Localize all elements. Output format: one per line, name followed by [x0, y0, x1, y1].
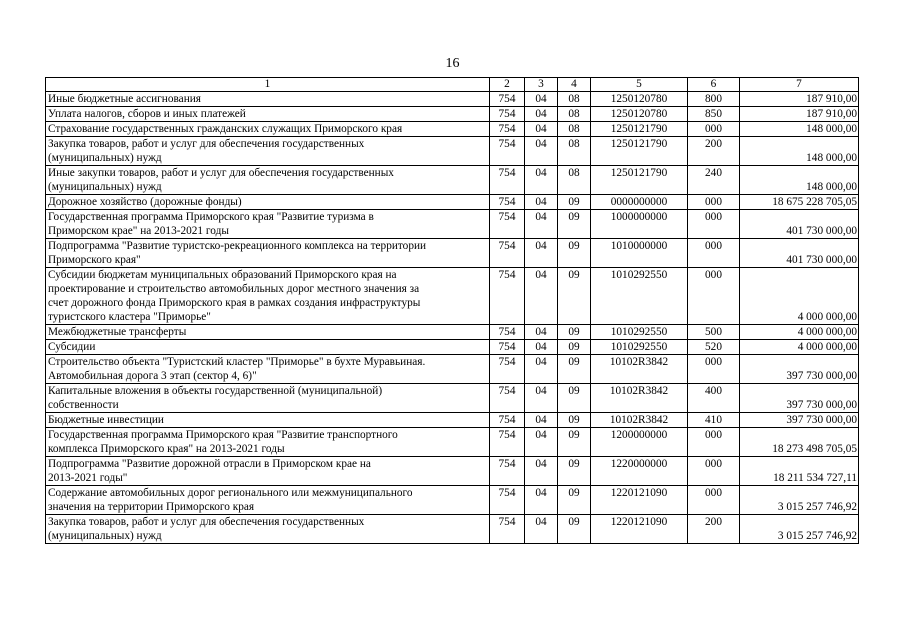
cell-expense-type-code: 000: [688, 195, 740, 210]
table-row: [46, 355, 859, 384]
cell-row-name: Строительство объекта "Туристский кластер "Приморье" в бухте Муравьиная. Автомобильная дорога 3 этап (сектор 4, 6)": [46, 355, 490, 384]
table-header-row: [46, 78, 859, 92]
cell-amount: 148 000,00: [740, 122, 859, 137]
cell-subsection-code: 09: [558, 195, 591, 210]
cell-row-name: Содержание автомобильных дорог регионального или межмуниципального значения на территории Приморского края: [46, 486, 490, 515]
cell-amount: 18 211 534 727,11: [740, 457, 859, 486]
column-header: 5: [591, 78, 688, 92]
cell-section-code: 04: [525, 195, 558, 210]
cell-amount: 187 910,00: [740, 92, 859, 107]
cell-target-article-code: 1250121790: [591, 122, 688, 137]
table-row: [46, 239, 859, 268]
cell-expense-type-code: 000: [688, 428, 740, 457]
cell-expense-type-code: 000: [688, 486, 740, 515]
cell-amount: 148 000,00: [740, 166, 859, 195]
cell-expense-type-code: 000: [688, 210, 740, 239]
table-row: [46, 166, 859, 195]
cell-admin-code: 754: [490, 515, 525, 544]
table-row: [46, 210, 859, 239]
cell-target-article-code: 1010292550: [591, 268, 688, 325]
cell-amount: 187 910,00: [740, 107, 859, 122]
table-row: [46, 92, 859, 107]
cell-section-code: 04: [525, 92, 558, 107]
cell-target-article-code: 1250121790: [591, 166, 688, 195]
cell-section-code: 04: [525, 137, 558, 166]
cell-section-code: 04: [525, 122, 558, 137]
table-row: [46, 122, 859, 137]
cell-subsection-code: 09: [558, 325, 591, 340]
cell-section-code: 04: [525, 355, 558, 384]
cell-section-code: 04: [525, 515, 558, 544]
table-row: [46, 413, 859, 428]
cell-section-code: 04: [525, 210, 558, 239]
cell-target-article-code: 1220000000: [591, 457, 688, 486]
page-number: 16: [445, 56, 460, 71]
cell-target-article-code: 10102R3842: [591, 413, 688, 428]
cell-section-code: 04: [525, 239, 558, 268]
cell-expense-type-code: 000: [688, 355, 740, 384]
cell-admin-code: 754: [490, 268, 525, 325]
cell-subsection-code: 08: [558, 137, 591, 166]
cell-section-code: 04: [525, 457, 558, 486]
cell-subsection-code: 09: [558, 268, 591, 325]
cell-amount: 397 730 000,00: [740, 413, 859, 428]
cell-admin-code: 754: [490, 195, 525, 210]
cell-expense-type-code: 000: [688, 239, 740, 268]
cell-expense-type-code: 200: [688, 137, 740, 166]
cell-target-article-code: 1250120780: [591, 92, 688, 107]
cell-row-name: Бюджетные инвестиции: [46, 413, 490, 428]
cell-admin-code: 754: [490, 325, 525, 340]
cell-target-article-code: 1250121790: [591, 137, 688, 166]
cell-subsection-code: 08: [558, 166, 591, 195]
cell-target-article-code: 1010292550: [591, 325, 688, 340]
cell-section-code: 04: [525, 340, 558, 355]
cell-admin-code: 754: [490, 457, 525, 486]
cell-target-article-code: 10102R3842: [591, 355, 688, 384]
cell-expense-type-code: 500: [688, 325, 740, 340]
cell-target-article-code: 1200000000: [591, 428, 688, 457]
table-row: [46, 195, 859, 210]
cell-admin-code: 754: [490, 122, 525, 137]
cell-admin-code: 754: [490, 210, 525, 239]
cell-admin-code: 754: [490, 428, 525, 457]
cell-amount: 18 675 228 705,05: [740, 195, 859, 210]
budget-table: [45, 77, 859, 544]
cell-subsection-code: 09: [558, 340, 591, 355]
table-row: [46, 107, 859, 122]
cell-expense-type-code: 000: [688, 268, 740, 325]
cell-row-name: Иные бюджетные ассигнования: [46, 92, 490, 107]
cell-admin-code: 754: [490, 92, 525, 107]
table-row: [46, 515, 859, 544]
cell-admin-code: 754: [490, 486, 525, 515]
cell-admin-code: 754: [490, 137, 525, 166]
cell-row-name: Субсидии бюджетам муниципальных образований Приморского края на проектирование и строительство автомобильных дорог местного значения за счет дорожного фонда Приморского края в рамках создания инфраструктуры туристского кластера "Приморье": [46, 268, 490, 325]
cell-admin-code: 754: [490, 355, 525, 384]
cell-admin-code: 754: [490, 413, 525, 428]
cell-target-article-code: 1010292550: [591, 340, 688, 355]
cell-amount: 397 730 000,00: [740, 384, 859, 413]
cell-expense-type-code: 240: [688, 166, 740, 195]
cell-subsection-code: 09: [558, 486, 591, 515]
table-row: [46, 428, 859, 457]
cell-amount: 397 730 000,00: [740, 355, 859, 384]
table-row: [46, 486, 859, 515]
cell-expense-type-code: 200: [688, 515, 740, 544]
cell-expense-type-code: 520: [688, 340, 740, 355]
cell-row-name: Подпрограмма "Развитие туристско-рекреационного комплекса на территории Приморского края": [46, 239, 490, 268]
cell-row-name: Субсидии: [46, 340, 490, 355]
cell-subsection-code: 09: [558, 210, 591, 239]
cell-subsection-code: 09: [558, 457, 591, 486]
cell-admin-code: 754: [490, 166, 525, 195]
column-header: 2: [490, 78, 525, 92]
cell-amount: 401 730 000,00: [740, 210, 859, 239]
cell-target-article-code: 1220121090: [591, 515, 688, 544]
cell-subsection-code: 09: [558, 239, 591, 268]
cell-row-name: Государственная программа Приморского края "Развитие транспортного комплекса Приморского края" на 2013-2021 годы: [46, 428, 490, 457]
cell-expense-type-code: 400: [688, 384, 740, 413]
cell-row-name: Страхование государственных гражданских служащих Приморского края: [46, 122, 490, 137]
cell-amount: 4 000 000,00: [740, 325, 859, 340]
cell-subsection-code: 08: [558, 92, 591, 107]
cell-subsection-code: 09: [558, 428, 591, 457]
table-row: [46, 137, 859, 166]
cell-row-name: Иные закупки товаров, работ и услуг для обеспечения государственных (муниципальных) нужд: [46, 166, 490, 195]
table-row: [46, 457, 859, 486]
table-row: [46, 384, 859, 413]
cell-section-code: 04: [525, 413, 558, 428]
cell-row-name: Дорожное хозяйство (дорожные фонды): [46, 195, 490, 210]
cell-amount: 4 000 000,00: [740, 268, 859, 325]
cell-section-code: 04: [525, 428, 558, 457]
cell-expense-type-code: 850: [688, 107, 740, 122]
cell-target-article-code: 1010000000: [591, 239, 688, 268]
cell-subsection-code: 09: [558, 413, 591, 428]
cell-expense-type-code: 000: [688, 122, 740, 137]
cell-target-article-code: 1250120780: [591, 107, 688, 122]
cell-amount: 4 000 000,00: [740, 340, 859, 355]
cell-row-name: Государственная программа Приморского края "Развитие туризма в Приморском крае" на 2013-2021 годы: [46, 210, 490, 239]
cell-admin-code: 754: [490, 340, 525, 355]
cell-amount: 401 730 000,00: [740, 239, 859, 268]
cell-amount: 18 273 498 705,05: [740, 428, 859, 457]
cell-row-name: Межбюджетные трансферты: [46, 325, 490, 340]
cell-expense-type-code: 800: [688, 92, 740, 107]
column-header: 3: [525, 78, 558, 92]
column-header: 4: [558, 78, 591, 92]
cell-expense-type-code: 410: [688, 413, 740, 428]
cell-expense-type-code: 000: [688, 457, 740, 486]
cell-section-code: 04: [525, 268, 558, 325]
column-header: 1: [46, 78, 490, 92]
cell-subsection-code: 09: [558, 384, 591, 413]
cell-target-article-code: 1220121090: [591, 486, 688, 515]
cell-row-name: Подпрограмма "Развитие дорожной отрасли в Приморском крае на 2013-2021 годы": [46, 457, 490, 486]
cell-target-article-code: 0000000000: [591, 195, 688, 210]
column-header: 7: [740, 78, 859, 92]
cell-row-name: Закупка товаров, работ и услуг для обеспечения государственных (муниципальных) нужд: [46, 515, 490, 544]
cell-target-article-code: 1000000000: [591, 210, 688, 239]
cell-section-code: 04: [525, 107, 558, 122]
cell-subsection-code: 08: [558, 122, 591, 137]
cell-amount: 3 015 257 746,92: [740, 486, 859, 515]
cell-subsection-code: 09: [558, 515, 591, 544]
column-header: 6: [688, 78, 740, 92]
cell-section-code: 04: [525, 486, 558, 515]
cell-section-code: 04: [525, 325, 558, 340]
cell-row-name: Капитальные вложения в объекты государственной (муниципальной) собственности: [46, 384, 490, 413]
cell-admin-code: 754: [490, 239, 525, 268]
cell-section-code: 04: [525, 384, 558, 413]
cell-subsection-code: 09: [558, 355, 591, 384]
table-row: [46, 340, 859, 355]
table-row: [46, 268, 859, 325]
cell-amount: 3 015 257 746,92: [740, 515, 859, 544]
cell-subsection-code: 08: [558, 107, 591, 122]
cell-target-article-code: 10102R3842: [591, 384, 688, 413]
cell-row-name: Закупка товаров, работ и услуг для обеспечения государственных (муниципальных) нужд: [46, 137, 490, 166]
table-row: [46, 325, 859, 340]
cell-admin-code: 754: [490, 384, 525, 413]
cell-row-name: Уплата налогов, сборов и иных платежей: [46, 107, 490, 122]
cell-amount: 148 000,00: [740, 137, 859, 166]
cell-section-code: 04: [525, 166, 558, 195]
cell-admin-code: 754: [490, 107, 525, 122]
